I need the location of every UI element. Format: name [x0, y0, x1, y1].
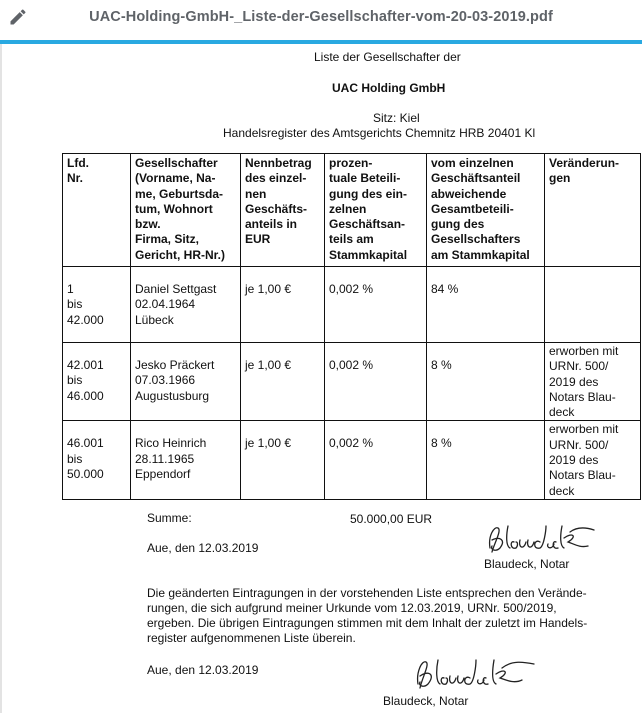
header-changes: Veränderun- gen — [545, 154, 641, 267]
company-name: UAC Holding GmbH — [332, 81, 446, 95]
cell-percentage: 0,002 % — [325, 421, 427, 499]
notary-name-2: Blaudeck, Notar — [383, 694, 469, 708]
sum-label: Summe: — [147, 511, 192, 525]
statement-line-3: ergeben. Die übrigen Eintragungen stimmen mit dem Inhalt der zuletzt im Handels- — [147, 616, 588, 630]
table-header-row — [63, 154, 641, 267]
notary-signature-1 — [484, 518, 602, 558]
notary-name-1: Blaudeck, Notar — [484, 557, 570, 571]
cell-changes: erworben mit URNr. 500/ 2019 des Notars Blau- deck — [545, 343, 641, 421]
register-line: Handelsregister des Amtsgerichts Chemnitz HRB 20401 Kl — [223, 126, 536, 140]
cell-shareholder: Daniel Settgast 02.04.1964 Lübeck — [131, 267, 241, 343]
cell-shareholder: Jesko Präckert 07.03.1966 Augustusburg — [131, 343, 241, 421]
cell-shareholder: Rico Heinrich 28.11.1965 Eppendorf — [131, 421, 241, 499]
cell-nominal: je 1,00 € — [241, 267, 325, 343]
cell-total-share: 8 % — [427, 343, 545, 421]
header-shareholder: Gesellschafter (Vorname, Na- me, Geburtsda- tum, Wohnort bzw. Firma, Sitz, Gericht, HR-Nr.) — [131, 154, 241, 267]
place-date-2: Aue, den 12.03.2019 — [147, 663, 259, 677]
table-row — [63, 421, 641, 499]
company-seat: Sitz: Kiel — [373, 111, 420, 125]
file-title: UAC-Holding-GmbH-_Liste-der-Gesellschafter-vom-20-03-2019.pdf — [89, 9, 553, 25]
header-nominal: Nennbetrag des einzel- nen Geschäfts- anteils in EUR — [241, 154, 325, 267]
cell-changes — [545, 267, 641, 343]
list-heading: Liste der Gesellschafter der — [314, 50, 461, 64]
table-row — [63, 267, 641, 343]
statement-line-2: rungen, die sich aufgrund meiner Urkunde vom 12.03.2019, URNr. 500/2019, — [147, 601, 557, 615]
cell-nominal: je 1,00 € — [241, 421, 325, 499]
place-date-1: Aue, den 12.03.2019 — [147, 541, 259, 555]
cell-percentage: 0,002 % — [325, 267, 427, 343]
cell-number: 1 bis 42.000 — [63, 267, 131, 343]
cell-percentage: 0,002 % — [325, 343, 427, 421]
table-row — [63, 343, 641, 421]
cell-number: 42.001 bis 46.000 — [63, 343, 131, 421]
cell-total-share: 84 % — [427, 267, 545, 343]
shareholder-table — [62, 153, 641, 500]
sum-value: 50.000,00 EUR — [350, 512, 433, 526]
statement-line-1: Die geänderten Eintragungen in der vorstehenden Liste entsprechen den Verände- — [147, 586, 587, 600]
header-percentage: prozen- tuale Beteili- gung des ein- zelnen Geschäftsan- teils am Stammkapital — [325, 154, 427, 267]
cell-number: 46.001 bis 50.000 — [63, 421, 131, 499]
cell-total-share: 8 % — [427, 421, 545, 499]
header-number: Lfd. Nr. — [63, 154, 131, 267]
document-page — [0, 44, 642, 713]
statement-line-4: register aufgenommenen Liste überein. — [147, 631, 356, 645]
notary-signature-2 — [410, 654, 542, 694]
viewer-toolbar — [0, 0, 642, 40]
header-total-share: vom einzelnen Geschäftsanteil abweichende Gesamtbeteili- gung des Gesellschafters am Stammkapital — [427, 154, 545, 267]
cell-nominal: je 1,00 € — [241, 343, 325, 421]
cell-changes: erworben mit URNr. 500/ 2019 des Notars Blau- deck — [545, 421, 641, 499]
